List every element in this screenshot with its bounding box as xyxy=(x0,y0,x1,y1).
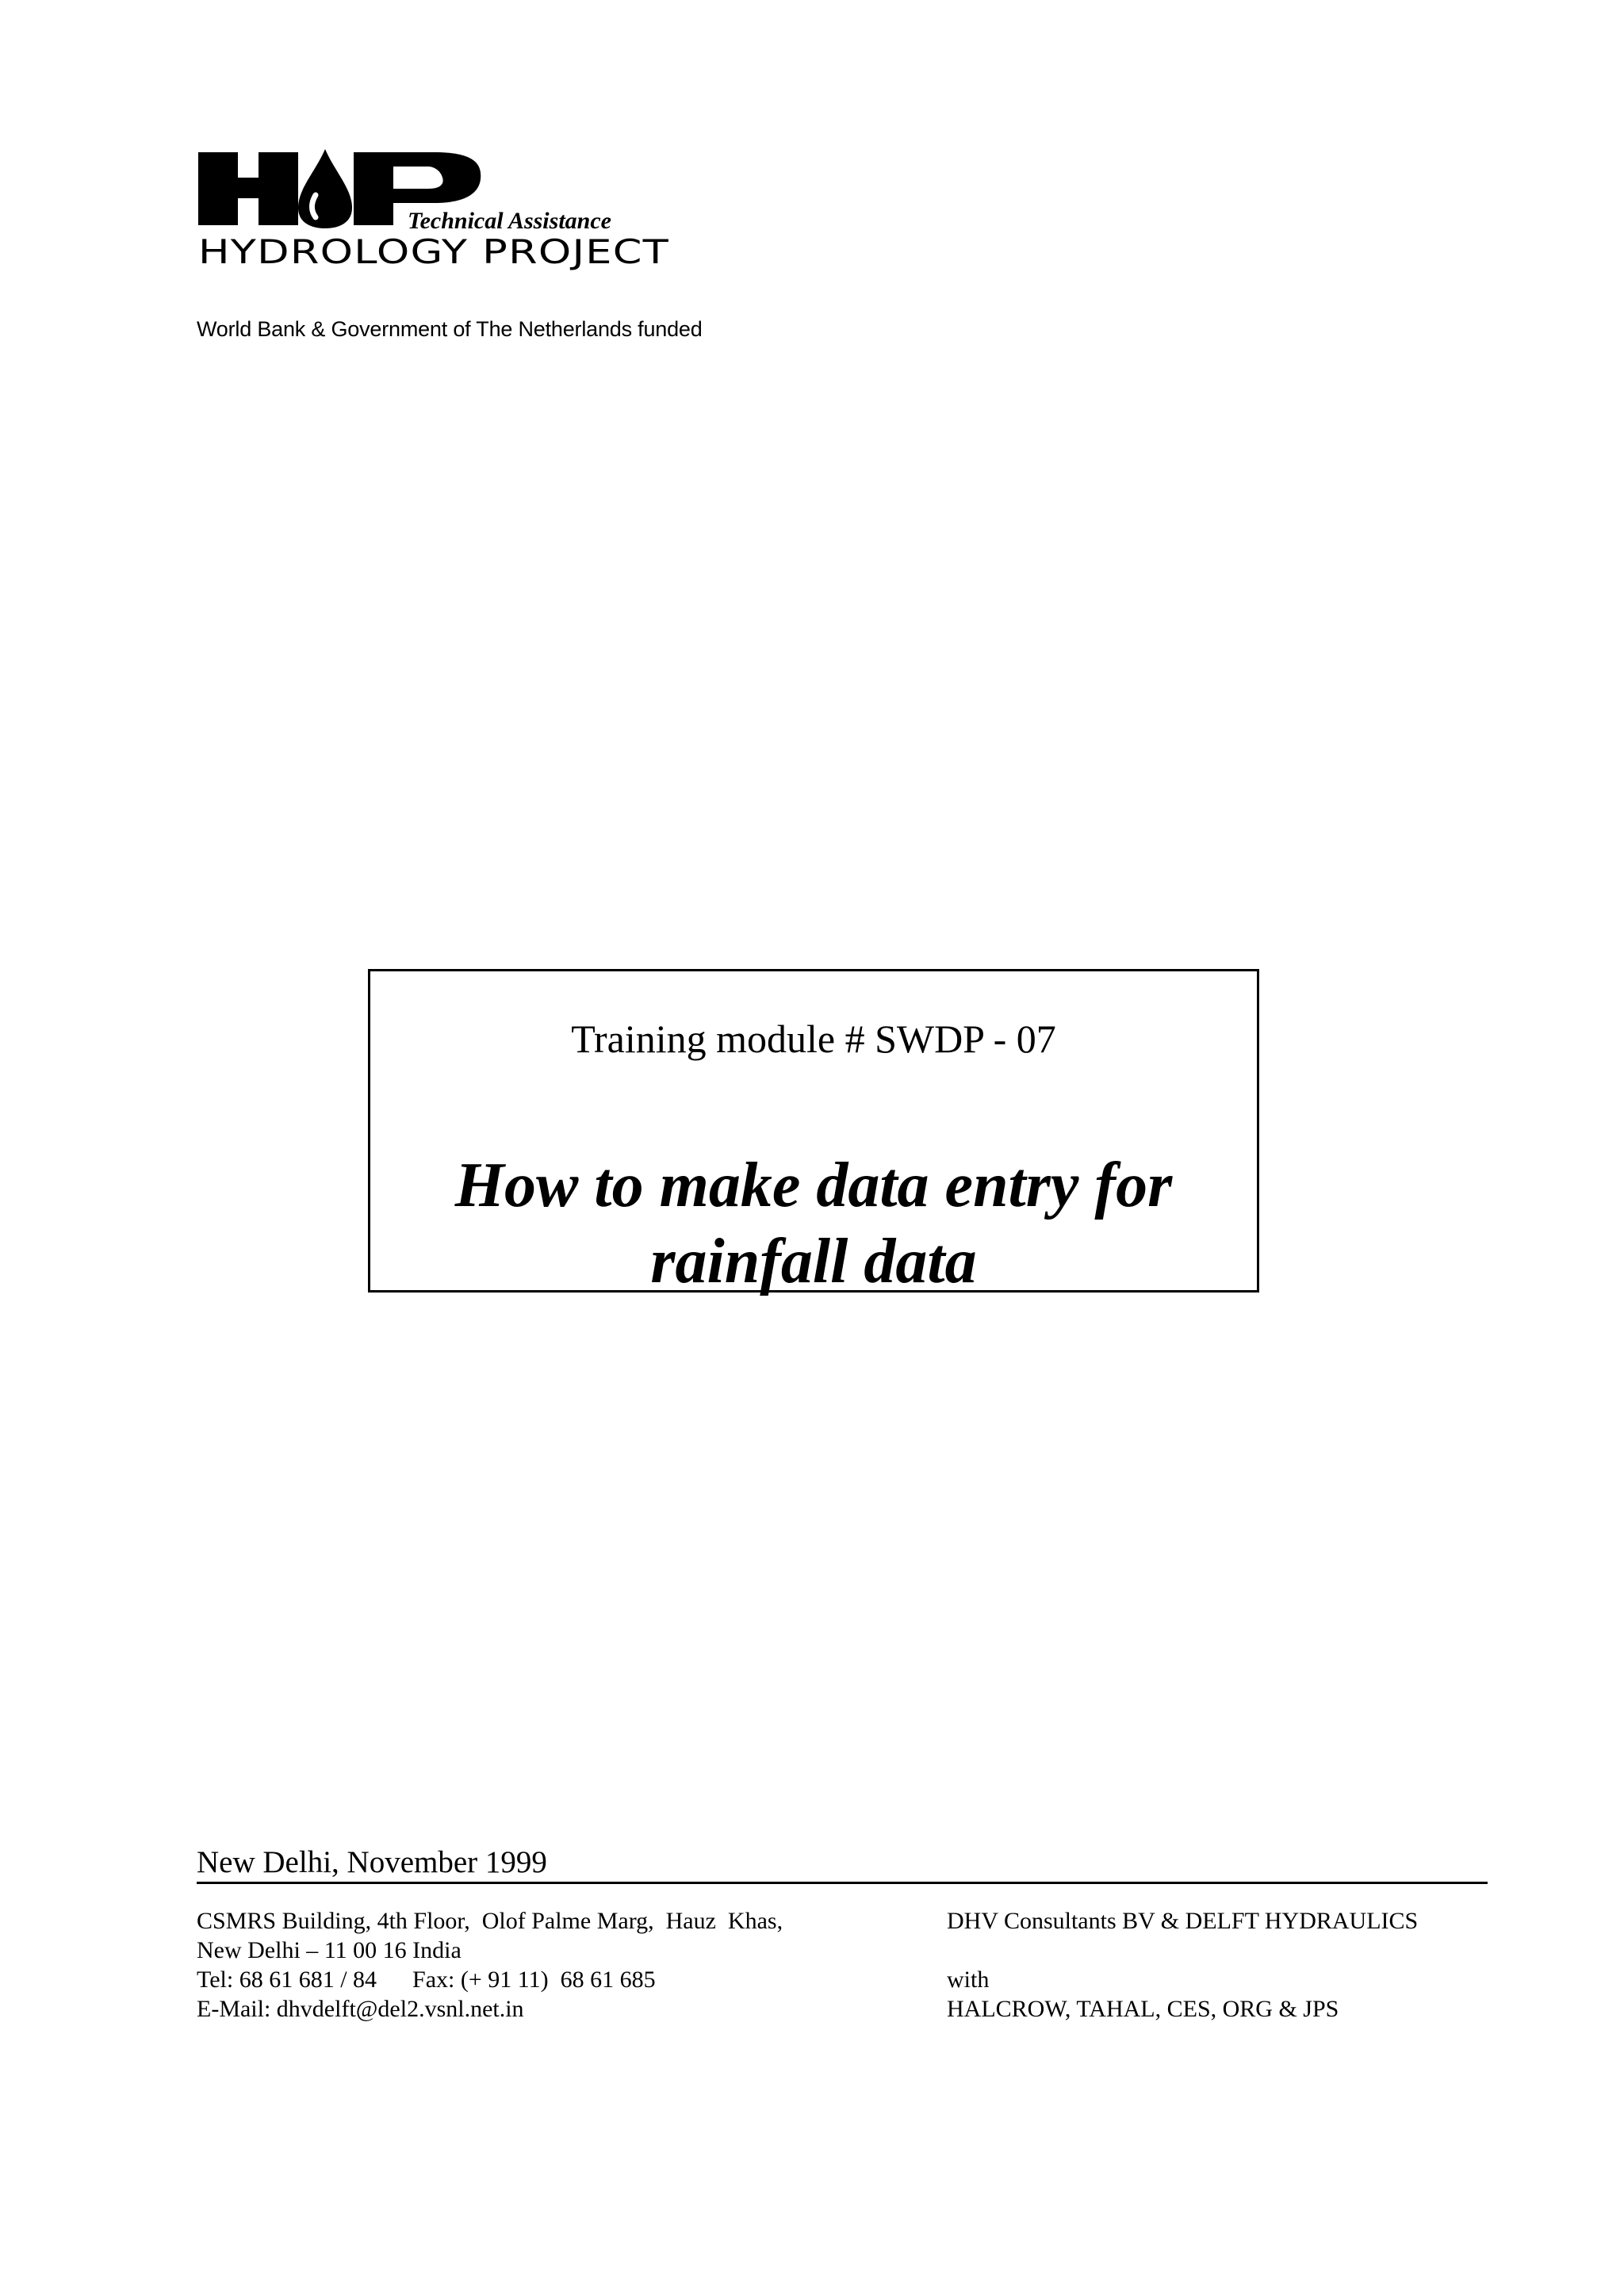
consultants-line-1: DHV Consultants BV & DELFT HYDRAULICS xyxy=(947,1908,1419,1934)
footer-divider xyxy=(197,1882,1488,1884)
document-title-line-1: How to make data entry for xyxy=(454,1151,1173,1220)
hydrology-project-logo xyxy=(197,147,672,274)
address-line-2: New Delhi – 11 00 16 India xyxy=(197,1937,462,1963)
funding-statement: World Bank & Government of The Netherlands funded xyxy=(197,317,703,341)
document-title xyxy=(370,1147,1257,1300)
module-number: Training module # SWDP - 07 xyxy=(571,1017,1056,1061)
logo-tagline: Technical Assistance xyxy=(408,208,611,234)
consultants-block xyxy=(947,1906,1418,2024)
address-email: E-Mail: dhvdelft@del2.vsnl.net.in xyxy=(197,1996,524,2022)
office-address xyxy=(197,1906,783,2024)
consultants-line-4: HALCROW, TAHAL, CES, ORG & JPS xyxy=(947,1996,1339,2022)
consultants-line-2 xyxy=(947,1936,1418,1965)
place-and-date: New Delhi, November 1999 xyxy=(197,1845,547,1879)
address-phone-fax: Tel: 68 61 681 / 84 Fax: (+ 91 11) 68 61 685 xyxy=(197,1967,656,1993)
title-box xyxy=(368,969,1259,1296)
logo-graphic xyxy=(197,147,672,274)
consultants-line-3: with xyxy=(947,1967,990,1993)
address-line-1: CSMRS Building, 4th Floor, Olof Palme Marg, Hauz Khas, xyxy=(197,1908,783,1934)
document-title-line-2: rainfall data xyxy=(650,1227,977,1296)
logo-project-name: HYDROLOGY PROJECT xyxy=(198,232,669,271)
